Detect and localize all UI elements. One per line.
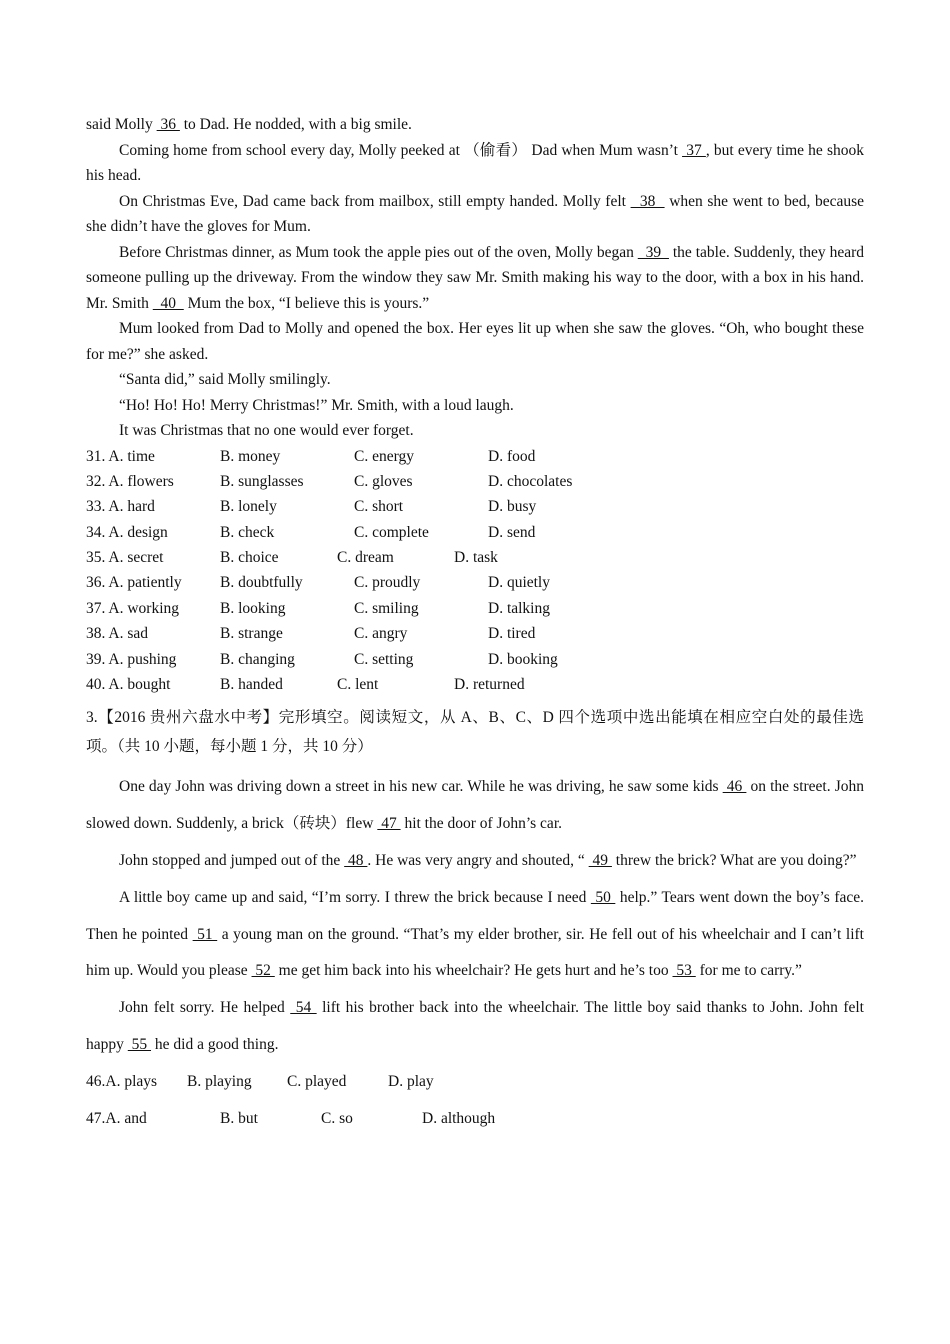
- option-row: [86, 621, 864, 646]
- section-3: [86, 703, 864, 1137]
- passage-1-paragraph: [86, 112, 864, 138]
- passage-1-paragraph: [86, 316, 864, 367]
- option-d: D. food: [488, 447, 536, 465]
- option-a: 32. A. flowers: [86, 472, 174, 490]
- option-b: B. playing: [187, 1072, 252, 1090]
- passage-1-paragraph: [86, 393, 864, 419]
- passage-1-paragraph: [86, 189, 864, 240]
- option-row: [86, 469, 864, 494]
- answer-blank: 39: [637, 243, 669, 261]
- option-row: [86, 596, 864, 621]
- paragraph-text: hit the door of John’s car.: [400, 815, 562, 833]
- option-c: C. gloves: [354, 472, 413, 490]
- option-d: D. task: [454, 549, 498, 567]
- option-a: 33. A. hard: [86, 498, 155, 516]
- paragraph-text: lift his brother back into the wheelchair. The little boy said thanks to John. John felt happy: [86, 999, 864, 1053]
- paragraph-text: Coming home from school every day, Molly peeked at （偷看） Dad when Mum wasn’t: [119, 141, 683, 159]
- paragraph-text: on the street. John slowed down. Suddenly, a brick（砖块）flew: [86, 778, 864, 833]
- option-c: C. complete: [354, 523, 429, 541]
- option-b: B. changing: [220, 650, 295, 668]
- option-d: D. chocolates: [488, 472, 573, 490]
- option-row: [86, 494, 864, 519]
- option-a: 37. A. working: [86, 599, 179, 617]
- answer-blank: 37: [682, 141, 706, 159]
- option-d: D. send: [488, 523, 536, 541]
- option-d: D. although: [422, 1109, 496, 1127]
- option-row: [86, 570, 864, 595]
- document-page: [86, 112, 864, 1137]
- passage-1-paragraph: [86, 138, 864, 189]
- option-b: B. strange: [220, 625, 283, 643]
- passage-2-paragraph: [86, 880, 864, 990]
- option-c: C. lent: [337, 676, 379, 694]
- answer-blank: 36: [156, 116, 180, 133]
- options-list-1: [86, 444, 864, 698]
- option-row: [86, 672, 864, 697]
- option-a: 40. A. bought: [86, 676, 171, 694]
- paragraph-text: me get him back into his wheelchair? He gets hurt and he’s too: [274, 962, 673, 980]
- option-row: [86, 545, 864, 570]
- option-a: 38. A. sad: [86, 625, 148, 643]
- option-b: B. money: [220, 447, 281, 465]
- option-d: D. quietly: [488, 574, 550, 592]
- paragraph-text: John stopped and jumped out of the: [119, 852, 345, 869]
- paragraph-text: for me to carry.”: [695, 962, 802, 980]
- option-c: C. played: [287, 1072, 347, 1090]
- option-c: C. short: [354, 498, 404, 516]
- option-c: C. proudly: [354, 574, 421, 592]
- option-row: [86, 444, 864, 469]
- paragraph-text: “Santa did,” said Molly smilingly.: [119, 371, 331, 388]
- paragraph-text: the table. Suddenly, they heard someone pulling up the driveway. From the window they saw Mr. Smith making his way to the door, with a box in his hand. Mr. Smith: [86, 243, 865, 312]
- option-c: C. angry: [354, 625, 408, 643]
- option-b: B. doubtfully: [220, 574, 303, 592]
- option-c: C. dream: [337, 549, 394, 567]
- option-a: 35. A. secret: [86, 549, 164, 567]
- paragraph-text: to Dad. He nodded, with a big smile.: [179, 116, 412, 133]
- option-d: D. talking: [488, 599, 550, 617]
- section-3-heading: 3.【2016 贵州六盘水中考】完形填空。阅读短文，从 A、B、C、D 四个选项中选出能填在相应空白处的最佳选项。（共 10 小题，每小题 1 分，共 10 分）: [86, 709, 864, 756]
- option-a: 39. A. pushing: [86, 650, 177, 668]
- paragraph-text: John felt sorry. He helped: [119, 999, 291, 1017]
- option-d: D. play: [388, 1072, 434, 1090]
- passage-2: [86, 769, 864, 1063]
- option-a: 46.A. plays: [86, 1072, 158, 1090]
- paragraph-text: A little boy came up and said, “I’m sorry. I threw the brick because I need: [119, 888, 591, 906]
- option-b: B. check: [220, 523, 275, 541]
- option-d: D. busy: [488, 498, 537, 516]
- answer-blank: 48: [344, 852, 368, 869]
- option-row: [86, 1064, 864, 1101]
- passage-2-paragraph: [86, 843, 864, 880]
- answer-blank: 55: [127, 1035, 152, 1053]
- option-b: B. lonely: [220, 498, 277, 516]
- option-a: 34. A. design: [86, 523, 168, 541]
- options-list-2: [86, 1064, 864, 1138]
- answer-blank: 38: [630, 192, 665, 210]
- option-c: C. setting: [354, 650, 414, 668]
- option-a: 36. A. patiently: [86, 574, 182, 592]
- option-b: B. but: [220, 1109, 258, 1127]
- passage-1-paragraph: [86, 240, 864, 317]
- answer-blank: 51: [192, 925, 218, 943]
- paragraph-text: It was Christmas that no one would ever forget.: [119, 422, 414, 439]
- option-b: B. sunglasses: [220, 472, 304, 490]
- option-c: C. so: [321, 1109, 353, 1127]
- paragraph-text: when she went to bed, because she didn’t have the gloves for Mum.: [86, 192, 865, 235]
- paragraph-text: One day John was driving down a street in his new car. While he was driving, he saw some kids: [119, 778, 723, 796]
- answer-blank: 47: [377, 815, 401, 833]
- paragraph-text: . He was very angry and shouted, “: [367, 852, 589, 869]
- answer-blank: 50: [590, 888, 616, 906]
- answer-blank: 46: [722, 778, 747, 796]
- option-row: [86, 520, 864, 545]
- option-row: [86, 1101, 864, 1138]
- passage-1-paragraph: [86, 367, 864, 393]
- answer-blank: 40: [152, 294, 184, 312]
- paragraph-text: threw the brick? What are you doing?”: [611, 852, 857, 869]
- option-d: D. booking: [488, 650, 558, 668]
- option-c: C. energy: [354, 447, 414, 465]
- option-d: D. returned: [454, 676, 525, 694]
- answer-blank: 52: [251, 962, 275, 980]
- option-c: C. smiling: [354, 599, 419, 617]
- passage-1: [86, 112, 864, 444]
- paragraph-text: “Ho! Ho! Ho! Merry Christmas!” Mr. Smith, with a loud laugh.: [119, 396, 514, 414]
- paragraph-text: Mum looked from Dad to Molly and opened the box. Her eyes lit up when she saw the gloves. “Oh, who bought these for me?” she asked.: [86, 320, 864, 363]
- paragraph-text: , but every time he shook his head.: [86, 141, 864, 184]
- paragraph-text: help.” Tears went down the boy’s face. Then he pointed: [86, 888, 864, 943]
- paragraph-text: he did a good thing.: [151, 1035, 279, 1053]
- paragraph-text: On Christmas Eve, Dad came back from mailbox, still empty handed. Molly felt: [119, 192, 631, 210]
- passage-2-paragraph: [86, 769, 864, 843]
- paragraph-text: Before Christmas dinner, as Mum took the apple pies out of the oven, Molly began: [119, 243, 638, 261]
- answer-blank: 54: [290, 999, 317, 1017]
- answer-blank: 49: [588, 852, 612, 869]
- passage-2-paragraph: [86, 990, 864, 1064]
- paragraph-text: said Molly: [86, 116, 157, 133]
- option-b: B. looking: [220, 599, 286, 617]
- option-a: 47.A. and: [86, 1109, 147, 1127]
- answer-blank: 53: [672, 962, 696, 980]
- option-row: [86, 647, 864, 672]
- passage-1-paragraph: [86, 418, 864, 444]
- paragraph-text: Mum the box, “I believe this is yours.”: [183, 294, 430, 312]
- option-d: D. tired: [488, 625, 536, 643]
- paragraph-text: a young man on the ground. “That’s my elder brother, sir. He fell out of his wheelchair and I can’t lift him up. Would you please: [86, 925, 864, 980]
- option-b: B. handed: [220, 676, 283, 694]
- option-a: 31. A. time: [86, 447, 155, 465]
- option-b: B. choice: [220, 549, 279, 567]
